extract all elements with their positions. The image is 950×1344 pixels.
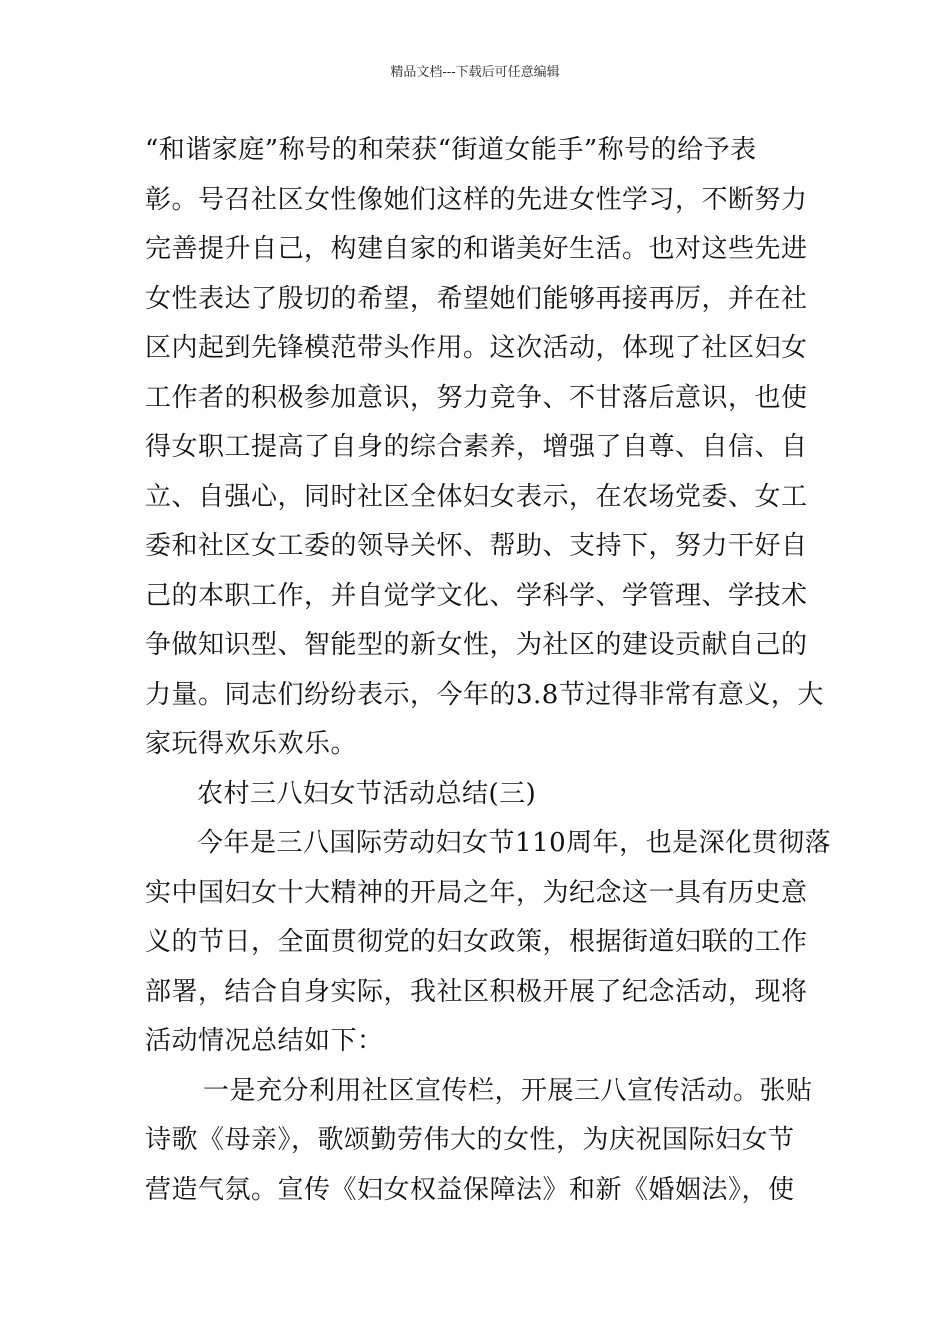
text-line: 诗歌《母亲》，歌颂勤劳伟大的女性，为庆祝国际妇女节 [145,1125,795,1155]
text-line: 彰。号召社区女性像她们这样的先进女性学习，不断努力 [145,184,808,215]
text-line: 区内起到先锋模范带头作用。这次活动，体现了社区妇女 [145,333,808,363]
text-line: 部署，结合自身实际，我社区积极开展了纪念活动，现将 [145,976,808,1007]
text-line: “和谐家庭”称号的和荣获“街道女能手”称号的给予表 [145,135,757,165]
section-heading: 农村三八妇女节活动总结(三) [197,778,537,809]
text-line: 工作者的积极参加意识，努力竞争、不甘落后意识，也使 [145,382,808,413]
text-line: 实中国妇女十大精神的开局之年，为纪念这一具有历史意 [145,877,808,908]
paragraph-first-line: 一是充分利用社区宣传栏，开展三八宣传活动。张贴 [203,1075,813,1106]
page-header: 精品文档---下载后可任意编辑 [390,65,560,80]
text-line: 得女职工提高了自身的综合素养，增强了自尊、自信、自 [145,432,808,462]
text-line: 营造气氛。宣传《妇女权益保障法》和新《婚姻法》，使 [145,1174,795,1205]
text-line: 己的本职工作，并自觉学文化、学科学、学管理、学技术 [145,580,808,611]
text-line: 争做知识型、智能型的新女性，为社区的建设贡献自己的 [145,630,808,660]
text-line: 家玩得欢乐欢乐。 [145,729,358,759]
text-line: 立、自强心，同时社区全体妇女表示，在农场党委、女工 [145,481,808,512]
text-line: 委和社区女工委的领导关怀、帮助、支持下，努力干好自 [145,531,808,561]
text-line: 女性表达了殷切的希望，希望她们能够再接再厉，并在社 [145,283,808,314]
text-line: 完善提升自己，构建自家的和谐美好生活。也对这些先进 [145,234,808,264]
document-body [145,126,832,1215]
text-line: 义的节日，全面贯彻党的妇女政策，根据街道妇联的工作 [145,927,808,957]
text-line: 力量。同志们纷纷表示，今年的3.8节过得非常有意义，大 [145,679,824,710]
paragraph-first-line: 今年是三八国际劳动妇女节110周年，也是深化贯彻落 [197,828,832,858]
text-line: 活动情况总结如下： [145,1026,384,1056]
